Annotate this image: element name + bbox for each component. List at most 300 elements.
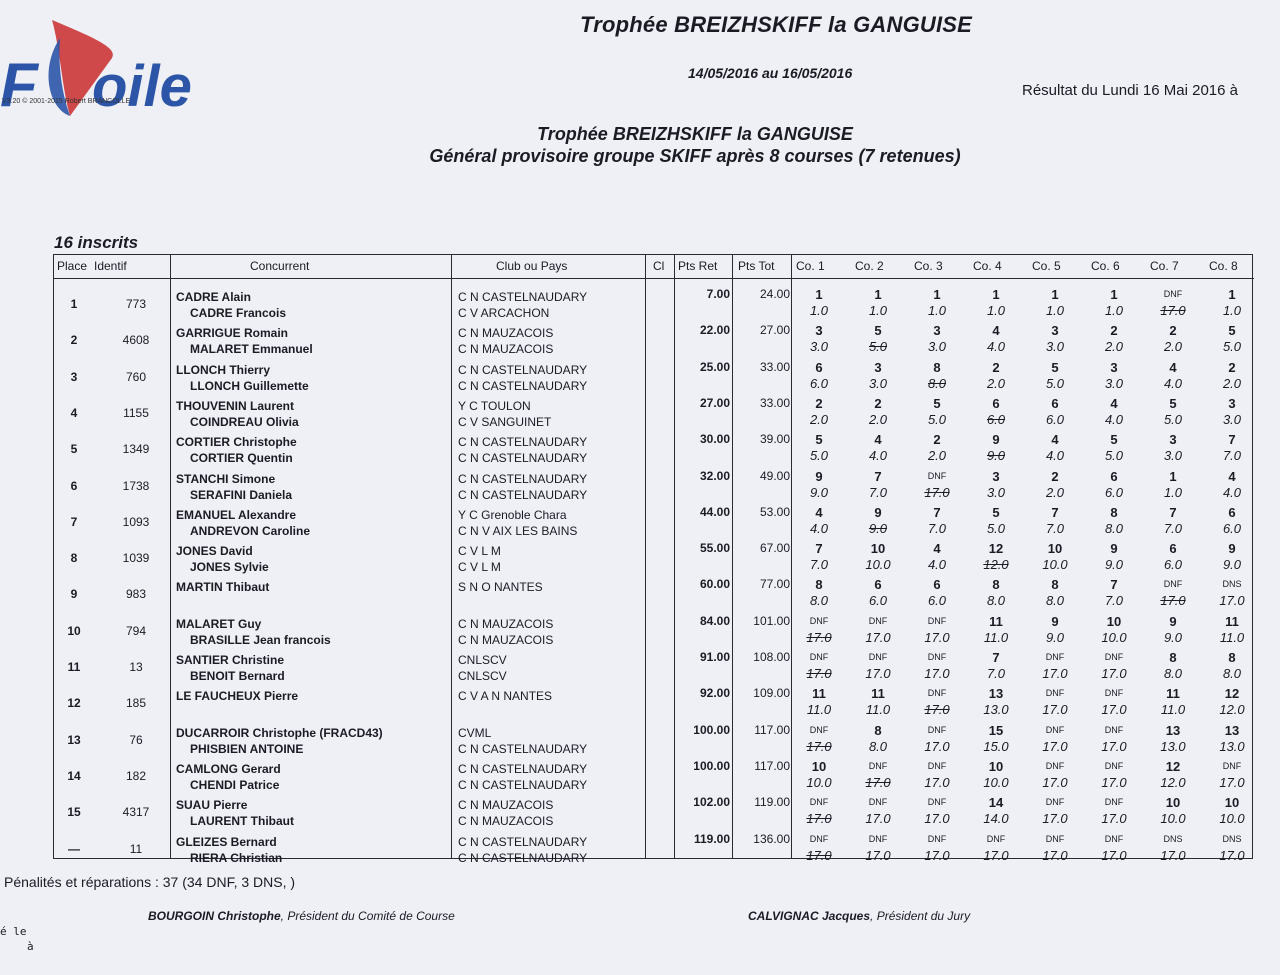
event-title: Trophée BREIZHSKIFF la GANGUISE [580, 12, 973, 37]
race-5-place: 8 [1051, 577, 1059, 593]
table-row [54, 394, 1254, 430]
race-6-place: 10 [1106, 613, 1122, 629]
race-1-place: 4 [815, 504, 823, 520]
race-2-score: 8.0 [868, 738, 888, 754]
race-8-score: 17.0 [1219, 847, 1245, 863]
race-4-place: 9 [992, 432, 1000, 448]
sail-number: 11 [129, 841, 143, 856]
crew-name: MALARET Emmanuel [190, 342, 313, 357]
race-2-score: 17.0 [865, 811, 891, 827]
race-1-score: 17.0 [806, 847, 832, 863]
table-row [54, 575, 1254, 611]
sail-logo-icon [0, 8, 230, 126]
sail-number: 760 [125, 369, 147, 384]
table-row [54, 721, 1254, 757]
race-4-score: 17.0 [983, 847, 1009, 863]
race-2-place: DNF [868, 797, 888, 808]
race-2-place: 8 [874, 722, 882, 738]
race-8-score: 17.0 [1219, 593, 1245, 609]
race-8-place: 12 [1224, 686, 1240, 702]
race-8-place: 5 [1228, 323, 1236, 339]
race-8-score: 8.0 [1222, 666, 1242, 681]
race-1-score: 2.0 [809, 411, 829, 427]
main-title: Trophée BREIZHSKIFF la GANGUISE [537, 124, 853, 144]
race-7-place: 7 [1169, 504, 1177, 520]
race-5-place: 3 [1051, 323, 1059, 339]
race-1-place: 3 [815, 323, 823, 339]
race-6-score: 6.0 [1104, 484, 1124, 500]
race-8-place: 7 [1228, 432, 1236, 448]
race-7-score: 10.0 [1160, 811, 1186, 827]
stray-text: à [27, 940, 34, 953]
points-total: 39.00 [759, 432, 790, 447]
table-row [54, 648, 1254, 684]
race-4-score: 5.0 [986, 520, 1006, 536]
race-5-place: DNF [1045, 688, 1065, 699]
race-3-score: 17.0 [924, 484, 950, 500]
race-6-place: DNF [1104, 724, 1124, 735]
race-7-score: 4.0 [1163, 375, 1183, 391]
race-5-place: DNF [1045, 652, 1065, 662]
sail-number: 794 [125, 623, 147, 638]
race-7-place: 6 [1169, 541, 1177, 557]
points-total: 101.00 [753, 613, 790, 628]
race-1-place: 7 [815, 541, 823, 557]
main-subtitle: Général provisoire groupe SKIFF après 8 courses (7 retenues) [429, 146, 961, 166]
race-2-place: DNF [868, 760, 888, 771]
race-3-score: 17.0 [924, 847, 950, 863]
skipper-name: CADRE Alain [176, 290, 251, 304]
points-retained: 91.00 [699, 650, 730, 664]
skipper-name: CAMLONG Gerard [176, 761, 281, 776]
race-6-score: 8.0 [1104, 520, 1124, 536]
race-6-place: 6 [1110, 468, 1118, 484]
table-row [54, 467, 1254, 503]
skipper-name: STANCHI Simone [176, 471, 276, 486]
race-5-place: 10 [1047, 541, 1063, 557]
table-row [54, 321, 1254, 357]
race-8-place: DNF [1222, 760, 1242, 771]
race-8-score: 13.0 [1219, 738, 1245, 754]
place: 13 [67, 732, 81, 747]
race-4-score: 2.0 [986, 375, 1006, 391]
race-2-score: 1.0 [868, 303, 888, 318]
race-5-place: 2 [1051, 468, 1059, 484]
race-2-place: 3 [874, 359, 882, 375]
race-2-score: 17.0 [865, 629, 891, 645]
sig2-name: CALVIGNAC Jacques [748, 909, 871, 923]
race-1-place: 9 [815, 468, 823, 484]
points-total: 108.00 [753, 650, 790, 664]
race-4-score: 1.0 [986, 303, 1006, 318]
race-3-score: 8.0 [927, 375, 947, 391]
place: 3 [70, 369, 78, 384]
signature-race-committee [148, 909, 455, 923]
skipper-club: Y C TOULON [458, 398, 531, 413]
sail-number: 983 [125, 587, 147, 602]
race-4-place: 12 [988, 541, 1004, 557]
race-6-score: 9.0 [1104, 557, 1124, 573]
points-total: 119.00 [754, 795, 790, 810]
race-8-place: 1 [1228, 287, 1236, 302]
race-2-place: 1 [874, 287, 882, 302]
crew-club: C V L M [458, 560, 501, 575]
crew-club: C V ARCACHON [458, 306, 550, 320]
place: 14 [67, 768, 81, 783]
table-row [54, 757, 1254, 793]
race-5-score: 2.0 [1045, 484, 1065, 500]
place: 15 [67, 805, 81, 820]
race-5-score: 17.0 [1042, 702, 1068, 718]
race-2-score: 3.0 [868, 375, 888, 391]
race-8-score: 2.0 [1222, 375, 1242, 391]
race-1-score: 8.0 [809, 593, 829, 609]
race-3-place: 7 [933, 504, 941, 520]
crew-name: LAURENT Thibaut [190, 814, 294, 829]
race-4-place: 5 [992, 504, 1000, 520]
race-5-place: 5 [1051, 359, 1059, 375]
race-4-score: 9.0 [986, 448, 1006, 464]
points-total: 53.00 [759, 504, 790, 519]
race-2-place: 6 [874, 577, 882, 593]
fvoile-logo [0, 8, 230, 126]
sail-number: 4608 [122, 333, 150, 348]
race-5-place: 6 [1051, 395, 1059, 411]
race-6-place: 5 [1110, 432, 1118, 448]
race-5-score: 1.0 [1045, 303, 1065, 318]
crew-club: C N V AIX LES BAINS [458, 523, 578, 538]
crew-club: C N CASTELNAUDARY [458, 850, 588, 865]
skipper-name: JONES David [176, 544, 253, 559]
race-6-score: 5.0 [1104, 448, 1124, 464]
race-2-place: 11 [871, 686, 885, 702]
race-1-place: 11 [812, 686, 826, 702]
event-dates: 14/05/2016 au 16/05/2016 [688, 65, 853, 81]
penalties-summary: Pénalités et réparations : 37 (34 DNF, 3 DNS, ) [4, 874, 296, 890]
race-3-score: 1.0 [927, 303, 947, 318]
sail-number: 182 [125, 768, 147, 783]
skipper-name: LE FAUCHEUX Pierre [176, 689, 299, 704]
place: 8 [70, 551, 78, 566]
race-4-score: 15.0 [983, 738, 1009, 754]
place: 1 [70, 297, 78, 311]
race-7-place: 4 [1169, 359, 1177, 375]
race-4-score: 3.0 [986, 484, 1006, 500]
points-total: 136.00 [753, 831, 790, 846]
col-identif: Identif [94, 259, 127, 273]
skipper-name: THOUVENIN Laurent [176, 398, 295, 413]
race-2-score: 7.0 [868, 484, 888, 500]
skipper-name: SANTIER Christine [176, 653, 285, 667]
race-8-place: 9 [1228, 541, 1236, 557]
crew-club: C N MAUZACOIS [458, 342, 554, 357]
col-club: Club ou Pays [496, 259, 568, 273]
skipper-club: Y C Grenoble Chara [458, 507, 567, 522]
race-1-score: 1.0 [809, 303, 829, 318]
race-6-score: 17.0 [1101, 774, 1127, 790]
race-3-score: 17.0 [924, 666, 950, 681]
race-2-score: 10.0 [865, 557, 891, 573]
race-8-score: 10.0 [1219, 811, 1245, 827]
crew-club: C N CASTELNAUDARY [458, 451, 588, 466]
race-8-place: 3 [1228, 395, 1236, 411]
points-total: 117.00 [754, 722, 790, 737]
race-6-place: 7 [1110, 577, 1118, 593]
race-2-place: 7 [874, 468, 882, 484]
skipper-club: C N CASTELNAUDARY [458, 435, 588, 450]
crew-name: BRASILLE Jean francois [190, 632, 331, 647]
race-3-score: 5.0 [927, 411, 947, 427]
race-4-score: 14.0 [983, 811, 1009, 827]
points-retained: 100.00 [693, 722, 730, 737]
crew-name: CADRE Francois [190, 306, 287, 320]
place: 7 [70, 514, 78, 529]
race-7-place: DNS [1163, 833, 1183, 844]
table-row [54, 830, 1254, 866]
table-row [54, 285, 1254, 321]
race-7-score: 5.0 [1163, 411, 1183, 427]
race-8-place: 13 [1224, 722, 1240, 738]
race-3-score: 7.0 [927, 520, 947, 536]
race-6-score: 17.0 [1101, 702, 1127, 718]
race-7-place: 1 [1169, 468, 1177, 484]
points-retained: 25.00 [699, 359, 730, 374]
col-race-4: Co. 4 [973, 259, 1002, 273]
race-6-place: 9 [1110, 541, 1118, 557]
race-7-score: 17.0 [1160, 847, 1186, 863]
table-row [54, 430, 1254, 466]
race-2-score: 9.0 [868, 520, 888, 536]
race-1-place: DNF [809, 615, 829, 626]
table-row [54, 539, 1254, 575]
race-6-score: 17.0 [1101, 738, 1127, 754]
race-7-score: 6.0 [1163, 557, 1183, 573]
skipper-club: C N MAUZACOIS [458, 326, 554, 341]
place: 4 [70, 405, 78, 420]
race-3-place: 8 [933, 359, 941, 375]
race-5-place: 1 [1051, 287, 1059, 302]
race-4-place: 13 [988, 686, 1004, 702]
points-retained: 44.00 [699, 504, 730, 519]
race-7-score: 13.0 [1160, 738, 1186, 754]
table-row [54, 503, 1254, 539]
race-5-score: 6.0 [1045, 411, 1065, 427]
race-2-place: DNF [868, 833, 888, 844]
race-4-score: 4.0 [986, 339, 1006, 355]
race-4-score: 7.0 [986, 666, 1006, 681]
race-6-place: 3 [1110, 359, 1118, 375]
svg-text:F: F [0, 51, 38, 120]
skipper-name: GLEIZES Bernard [176, 834, 277, 849]
sail-number: 13 [129, 660, 143, 674]
race-7-place: DNF [1163, 289, 1183, 299]
race-5-score: 3.0 [1045, 339, 1065, 355]
sail-number: 1738 [122, 478, 150, 493]
crew-club: CNLSCV [458, 669, 507, 683]
race-5-score: 17.0 [1042, 666, 1068, 681]
race-2-score: 17.0 [865, 774, 891, 790]
race-7-place: DNF [1163, 579, 1183, 590]
race-1-score: 11.0 [806, 702, 832, 718]
race-6-score: 1.0 [1104, 303, 1124, 318]
place: 6 [70, 478, 78, 493]
race-5-place: DNF [1045, 833, 1065, 844]
race-8-place: 4 [1228, 468, 1236, 484]
crew-name: CORTIER Quentin [190, 451, 293, 466]
race-7-score: 11.0 [1160, 702, 1186, 718]
race-5-place: 4 [1051, 432, 1059, 448]
race-7-place: 3 [1169, 432, 1177, 448]
race-6-place: 1 [1110, 287, 1118, 302]
race-2-place: DNF [868, 615, 888, 626]
place: 10 [67, 623, 81, 638]
race-7-place: 2 [1169, 323, 1177, 339]
place: 12 [67, 696, 81, 711]
table-row [54, 358, 1254, 394]
col-race-6: Co. 6 [1091, 259, 1120, 273]
table-row [54, 612, 1254, 648]
race-3-place: DNF [927, 797, 947, 808]
col-race-2: Co. 2 [855, 259, 884, 273]
skipper-club: C N CASTELNAUDARY [458, 290, 588, 304]
race-7-place: 9 [1169, 613, 1177, 629]
race-1-place: 1 [815, 287, 823, 302]
race-4-place: 2 [992, 359, 1000, 375]
crew-club: C V SANGUINET [458, 414, 552, 429]
race-4-place: 8 [992, 577, 1000, 593]
col-cl: Cl [653, 259, 665, 273]
race-6-place: DNF [1104, 688, 1124, 699]
points-total: 77.00 [759, 577, 790, 592]
race-6-place: 4 [1110, 395, 1118, 411]
race-6-score: 3.0 [1104, 375, 1124, 391]
race-4-score: 13.0 [983, 702, 1009, 718]
race-2-score: 6.0 [868, 593, 888, 609]
place: 11 [67, 660, 81, 674]
race-2-place: 9 [874, 504, 882, 520]
sail-number: 1039 [122, 551, 150, 566]
race-3-place: 6 [933, 577, 941, 593]
points-retained: 55.00 [699, 541, 730, 556]
race-1-score: 10.0 [806, 774, 832, 790]
crew-club: C N MAUZACOIS [458, 632, 554, 647]
race-5-score: 5.0 [1045, 375, 1065, 391]
points-total: 109.00 [753, 686, 790, 701]
race-1-score: 3.0 [809, 339, 829, 355]
race-8-score: 5.0 [1222, 339, 1242, 355]
col-race-5: Co. 5 [1032, 259, 1061, 273]
stray-text: é le [0, 925, 27, 938]
race-1-score: 4.0 [809, 520, 829, 536]
place: — [68, 841, 80, 856]
race-4-score: 11.0 [983, 629, 1009, 645]
crew-name: LLONCH Guillemette [190, 378, 309, 393]
crew-name: RIERA Christian [190, 850, 283, 865]
race-8-score: 17.0 [1219, 774, 1245, 790]
sig1-role: , Président du Comité de Course [280, 909, 455, 923]
race-3-place: DNF [927, 652, 947, 662]
race-8-place: 8 [1228, 650, 1236, 665]
race-2-score: 4.0 [868, 448, 888, 464]
points-retained: 92.00 [699, 686, 730, 701]
sail-number: 185 [125, 696, 147, 711]
logo-version: V3.20 © 2001-2015 Robert BRANCOLLE [2, 98, 131, 105]
race-8-score: 4.0 [1222, 484, 1242, 500]
points-retained: 60.00 [699, 577, 730, 592]
race-3-place: DNF [927, 724, 947, 735]
race-8-place: 6 [1228, 504, 1236, 520]
skipper-club: C N CASTELNAUDARY [458, 362, 588, 377]
race-7-place: 8 [1169, 650, 1177, 665]
race-8-score: 9.0 [1222, 557, 1242, 573]
race-1-score: 9.0 [809, 484, 829, 500]
race-4-place: 11 [989, 613, 1003, 629]
race-6-score: 10.0 [1101, 629, 1127, 645]
race-4-place: 6 [992, 395, 1000, 411]
crew-name: BENOIT Bernard [190, 669, 285, 683]
race-6-score: 2.0 [1104, 339, 1124, 355]
race-4-score: 10.0 [983, 774, 1009, 790]
race-4-place: 4 [992, 323, 1000, 339]
race-3-score: 17.0 [924, 811, 950, 827]
race-3-score: 17.0 [924, 702, 950, 718]
sig2-role: , Président du Jury [870, 909, 971, 923]
race-1-place: DNF [809, 797, 829, 808]
skipper-club: C N CASTELNAUDARY [458, 471, 588, 486]
race-2-place: 4 [874, 432, 882, 448]
table-row [54, 793, 1254, 829]
skipper-name: GARRIGUE Romain [176, 326, 289, 341]
table-row [54, 684, 1254, 720]
crew-name: JONES Sylvie [190, 560, 269, 575]
skipper-club: CNLSCV [458, 653, 507, 667]
race-3-place: DNF [927, 833, 947, 844]
race-7-score: 1.0 [1163, 484, 1183, 500]
race-7-score: 2.0 [1163, 339, 1183, 355]
results-table [53, 254, 1253, 865]
race-1-score: 5.0 [809, 448, 829, 464]
race-1-score: 17.0 [806, 666, 832, 681]
race-3-place: DNF [927, 615, 947, 626]
race-5-place: DNF [1045, 797, 1065, 808]
race-4-place: 3 [992, 468, 1000, 484]
race-3-place: DNF [927, 688, 947, 699]
crew-club: C N CASTELNAUDARY [458, 487, 588, 502]
race-4-place: DNF [986, 833, 1006, 844]
crew-club: C N CASTELNAUDARY [458, 741, 588, 756]
race-7-place: 11 [1166, 686, 1180, 702]
skipper-club: C N CASTELNAUDARY [458, 834, 588, 849]
col-race-1: Co. 1 [796, 259, 825, 273]
points-total: 24.00 [759, 287, 790, 301]
race-8-place: 2 [1228, 359, 1236, 375]
race-5-score: 17.0 [1042, 774, 1068, 790]
table-header [54, 255, 1254, 279]
race-1-place: 8 [815, 577, 823, 593]
crew-name: CHENDI Patrice [190, 777, 280, 792]
skipper-name: LLONCH Thierry [176, 362, 271, 377]
points-total: 33.00 [759, 395, 790, 410]
race-5-score: 9.0 [1045, 629, 1065, 645]
race-4-place: 1 [992, 287, 1000, 302]
race-2-place: 10 [870, 541, 886, 557]
race-7-score: 9.0 [1163, 629, 1183, 645]
race-6-score: 7.0 [1104, 593, 1124, 609]
svg-text:oile: oile [92, 54, 192, 119]
race-3-score: 2.0 [927, 448, 947, 464]
race-7-score: 8.0 [1163, 666, 1183, 681]
place: 5 [70, 442, 78, 457]
